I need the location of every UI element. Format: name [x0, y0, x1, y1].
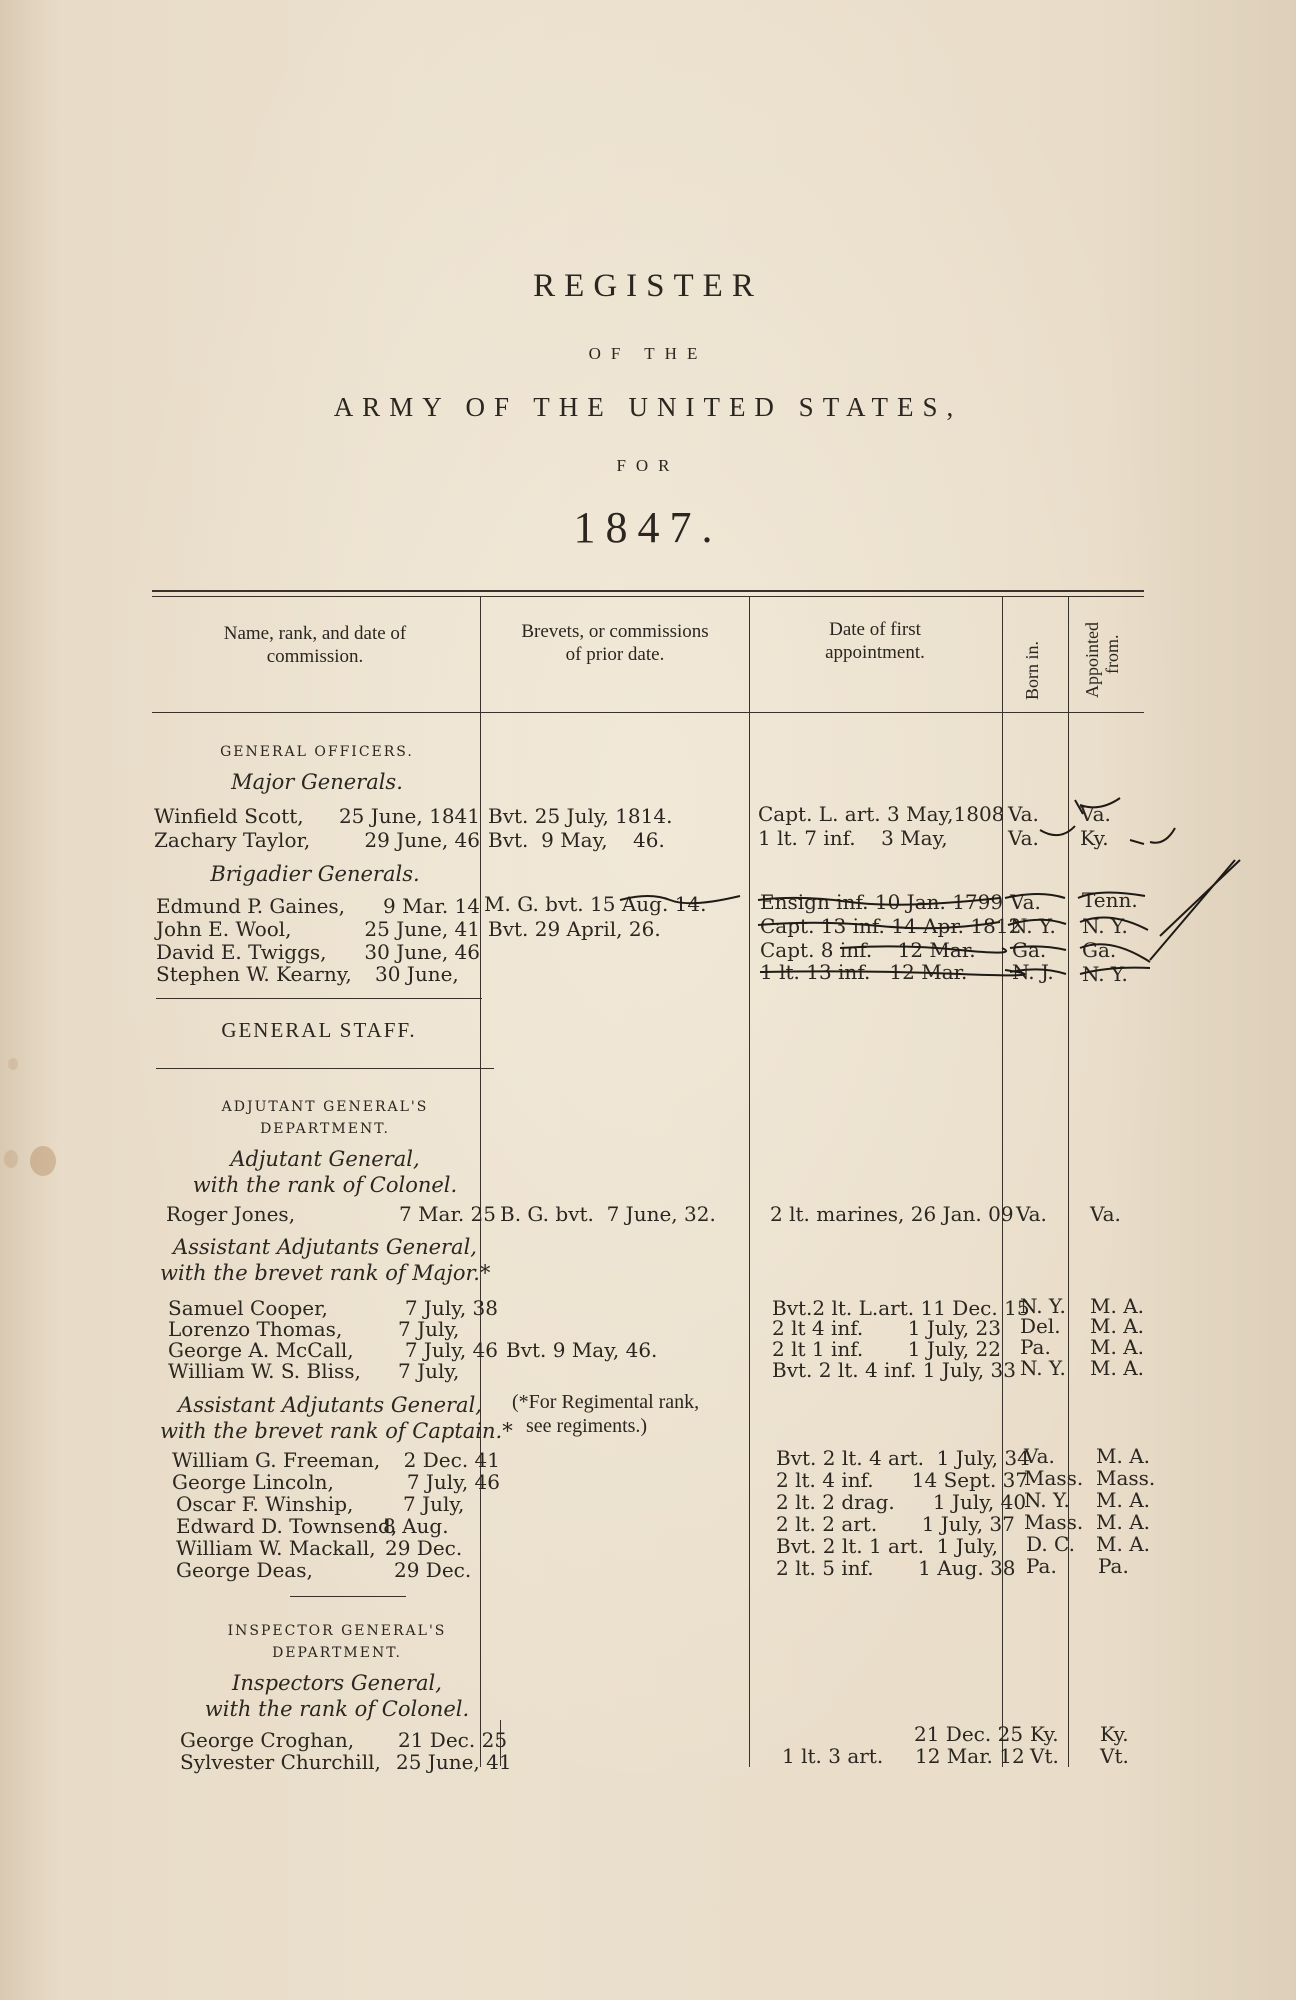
- adjutant-dept-line1: ADJUTANT GENERAL'S: [221, 1099, 429, 1115]
- adjutant-dept-line2: DEPARTMENT.: [260, 1121, 390, 1137]
- header-brevets-line2: of prior date.: [565, 644, 665, 665]
- born-in: N. Y.: [1024, 1488, 1070, 1512]
- first-appointment: Bvt. 2 lt. 4 inf. 1 July, 33: [772, 1358, 1016, 1382]
- commission-date: 7 July, 46: [404, 1338, 498, 1362]
- commission-date: 25 June, 41: [396, 1750, 512, 1774]
- appointed-from: Ga.: [1082, 938, 1117, 962]
- appointed-from: M. A.: [1090, 1314, 1144, 1338]
- born-in: Va.: [1024, 1444, 1055, 1468]
- header-appointed-line1: Appointed: [1082, 622, 1102, 698]
- section-adjutant-dept: [160, 1096, 490, 1140]
- officer-name: William W. S. Bliss,: [168, 1359, 361, 1383]
- first-appointment: 2 lt 4 inf. 1 July, 23: [772, 1316, 1001, 1340]
- assistant-majors-line1: Assistant Adjutants General,: [173, 1235, 477, 1259]
- first-appointment: 2 lt. 5 inf. 1 Aug. 38: [776, 1556, 1016, 1580]
- rule: [290, 1596, 406, 1597]
- officer-name: George Lincoln,: [172, 1470, 334, 1494]
- inspector-dept-line2: DEPARTMENT.: [272, 1645, 402, 1661]
- first-appointment: 1 lt. 7 inf. 3 May,: [758, 826, 948, 850]
- officer-name: Edward D. Townsend,: [176, 1514, 398, 1538]
- first-appointment: 2 lt. marines, 26 Jan. 09: [770, 1202, 1014, 1226]
- header-born-in: Born in.: [1022, 640, 1042, 700]
- appointed-from: Pa.: [1098, 1554, 1129, 1578]
- commission-date: 7 July, 46: [406, 1470, 500, 1494]
- title-of-the: OF THE: [588, 344, 708, 363]
- header-first-line2: appointment.: [825, 642, 925, 663]
- officer-name: Sylvester Churchill,: [180, 1750, 381, 1774]
- rule: [156, 1068, 494, 1069]
- commission-date: 7 July,: [403, 1492, 465, 1516]
- first-appointment: 2 lt 1 inf. 1 July, 22: [772, 1337, 1001, 1361]
- header-first-line1: Date of first: [829, 619, 921, 640]
- commission-date: 9 Mar. 14: [382, 894, 480, 918]
- born-in: Pa.: [1026, 1554, 1057, 1578]
- appointed-from: Tenn.: [1082, 888, 1138, 912]
- subsection-assistant-captains: [160, 1392, 513, 1444]
- first-appointment: Capt. L. art. 3 May,1808: [758, 802, 1005, 826]
- first-appointment: 1 lt. 13 inf. 12 Mar.: [760, 960, 968, 984]
- header-name-line1: Name, rank, and date of: [223, 623, 407, 644]
- first-appointment: 1 lt. 3 art. 12 Mar. 12: [782, 1744, 1025, 1768]
- header-name-line2: commission.: [266, 646, 364, 667]
- section-general-officers: GENERAL OFFICERS.: [220, 744, 414, 760]
- officer-name: Lorenzo Thomas,: [168, 1317, 343, 1341]
- appointed-from: Ky.: [1100, 1722, 1129, 1746]
- born-in: N. Y.: [1020, 1356, 1066, 1380]
- born-in: D. C.: [1026, 1532, 1075, 1556]
- officer-name: Stephen W. Kearny,: [156, 962, 352, 986]
- brevet-date: B. G. bvt. 7 June, 32.: [500, 1202, 716, 1226]
- inspector-dept-line1: INSPECTOR GENERAL'S: [227, 1623, 447, 1639]
- born-in: Va.: [1016, 1202, 1047, 1226]
- officer-name: Zachary Taylor,: [154, 828, 311, 852]
- inspectors-general-line2: with the rank of Colonel.: [204, 1697, 470, 1721]
- commission-date: 29 Dec.: [394, 1558, 472, 1582]
- commission-date: 29 Dec.: [385, 1536, 463, 1560]
- appointed-from: M. A.: [1096, 1444, 1150, 1468]
- officer-name: Roger Jones,: [166, 1202, 296, 1226]
- first-appointment: Capt. 13 inf. 14 Apr. 1812: [760, 914, 1022, 938]
- commission-date: 7 July,: [398, 1317, 460, 1341]
- title-year: 1847.: [573, 503, 723, 552]
- appointed-from: Ky.: [1080, 826, 1109, 850]
- born-in: Ga.: [1012, 938, 1047, 962]
- appointed-from: M. A.: [1096, 1532, 1150, 1556]
- appointed-from: Vt.: [1100, 1744, 1129, 1768]
- officer-name: George Deas,: [176, 1558, 313, 1582]
- born-in: Pa.: [1020, 1335, 1051, 1359]
- born-in: Del.: [1020, 1314, 1061, 1338]
- first-appointment: 2 lt. 2 drag. 1 July, 40: [776, 1490, 1027, 1514]
- first-appointment: 21 Dec. 25: [914, 1722, 1024, 1746]
- born-in: Va.: [1008, 802, 1039, 826]
- section-general-staff: GENERAL STAFF.: [221, 1018, 417, 1042]
- assistant-captains-line1: Assistant Adjutants General,: [178, 1393, 482, 1417]
- rule: [156, 998, 482, 999]
- assistant-captains-line2: with the brevet rank of Captain.*: [160, 1419, 513, 1443]
- born-in: N. J.: [1012, 960, 1054, 984]
- regimental-rank-note: [512, 1390, 699, 1438]
- officer-name: George Croghan,: [180, 1728, 355, 1752]
- appointed-from: M. A.: [1090, 1294, 1144, 1318]
- appointed-from: M. A.: [1096, 1488, 1150, 1512]
- appointed-from: M. A.: [1096, 1510, 1150, 1534]
- officer-name: Samuel Cooper,: [168, 1296, 328, 1320]
- adjutant-general-line1: Adjutant General,: [230, 1147, 420, 1171]
- commission-date: 29 June, 46: [364, 828, 480, 852]
- section-inspector-dept: [174, 1620, 500, 1664]
- born-in: Va.: [1010, 890, 1041, 914]
- header-brevets-line1: Brevets, or commissions: [521, 621, 709, 642]
- first-appointment: Bvt. 2 lt. 1 art. 1 July,: [776, 1534, 999, 1558]
- brevet-date: Bvt. 9 May, 46.: [506, 1338, 658, 1362]
- first-appointment: 2 lt. 2 art. 1 July, 37: [776, 1512, 1015, 1536]
- inspectors-general-line1: Inspectors General,: [232, 1671, 442, 1695]
- brevet-date: M. G. bvt. 15 Aug. 14.: [484, 892, 707, 916]
- subsection-major-generals: Major Generals.: [231, 770, 403, 794]
- first-appointment: Bvt. 2 lt. 4 art. 1 July, 34: [776, 1446, 1030, 1470]
- commission-date: 21 Dec. 25: [398, 1728, 508, 1752]
- commission-date: 7 July,: [398, 1359, 460, 1383]
- appointed-from: M. A.: [1090, 1356, 1144, 1380]
- appointed-from: M. A.: [1090, 1335, 1144, 1359]
- title-for: FOR: [616, 456, 680, 475]
- first-appointment: 2 lt. 4 inf. 14 Sept. 37: [776, 1468, 1029, 1492]
- brevet-date: Bvt. 25 July, 1814.: [488, 804, 673, 828]
- born-in: Mass.: [1024, 1510, 1084, 1534]
- header-appointed-line2: from.: [1102, 634, 1122, 674]
- first-appointment: Ensign inf. 10 Jan. 1799: [760, 890, 1004, 914]
- commission-date: 30 June, 46: [364, 940, 480, 964]
- regimental-note-line1: (*For Regimental rank,: [512, 1391, 700, 1413]
- title-army: ARMY OF THE UNITED STATES,: [333, 392, 963, 422]
- officer-name: Winfield Scott,: [154, 804, 304, 828]
- commission-date: 2 Dec. 41: [403, 1448, 500, 1472]
- appointed-from: Mass.: [1096, 1466, 1156, 1490]
- commission-date: 30 June,: [375, 962, 459, 986]
- commission-date: 7 Mar. 25: [398, 1202, 496, 1226]
- officer-name: William W. Mackall,: [176, 1536, 376, 1560]
- officer-name: George A. McCall,: [168, 1338, 354, 1362]
- subsection-assistant-majors: [160, 1234, 490, 1286]
- born-in: Ky.: [1030, 1722, 1059, 1746]
- commission-date: 25 June, 1841: [338, 804, 480, 828]
- regimental-note-line2: see regiments.): [526, 1415, 648, 1437]
- brevet-date: Bvt. 9 May, 46.: [488, 828, 665, 852]
- officer-name: John E. Wool,: [156, 917, 292, 941]
- assistant-majors-line2: with the brevet rank of Major.*: [160, 1261, 491, 1285]
- subsection-brigadier-generals: Brigadier Generals.: [210, 862, 420, 886]
- commission-date: 7 July, 38: [404, 1296, 498, 1320]
- officer-name: Oscar F. Winship,: [176, 1492, 354, 1516]
- officer-name: William G. Freeman,: [172, 1448, 381, 1472]
- brevet-date: Bvt. 29 April, 26.: [488, 917, 661, 941]
- officer-name: David E. Twiggs,: [156, 940, 327, 964]
- born-in: N. Y.: [1020, 1294, 1066, 1318]
- born-in: Mass.: [1024, 1466, 1084, 1490]
- appointed-from: Va.: [1090, 1202, 1121, 1226]
- appointed-from: N. Y.: [1082, 914, 1128, 938]
- subsection-inspectors-general: [174, 1670, 500, 1722]
- officer-name: Edmund P. Gaines,: [156, 894, 346, 918]
- commission-date: 8 Aug.: [383, 1514, 449, 1538]
- adjutant-general-line2: with the rank of Colonel.: [192, 1173, 458, 1197]
- first-appointment: Bvt.2 lt. L.art. 11 Dec. 15: [772, 1296, 1030, 1320]
- appointed-from: Va.: [1080, 802, 1111, 826]
- appointed-from: N. Y.: [1082, 962, 1128, 986]
- born-in: Va.: [1008, 826, 1039, 850]
- first-appointment: Capt. 8 inf. 12 Mar.: [760, 938, 976, 962]
- subsection-adjutant-general: [160, 1146, 490, 1198]
- born-in: N. Y.: [1010, 914, 1056, 938]
- born-in: Vt.: [1030, 1744, 1059, 1768]
- commission-date: 25 June, 41: [364, 917, 480, 941]
- page-title: REGISTER: [533, 268, 763, 304]
